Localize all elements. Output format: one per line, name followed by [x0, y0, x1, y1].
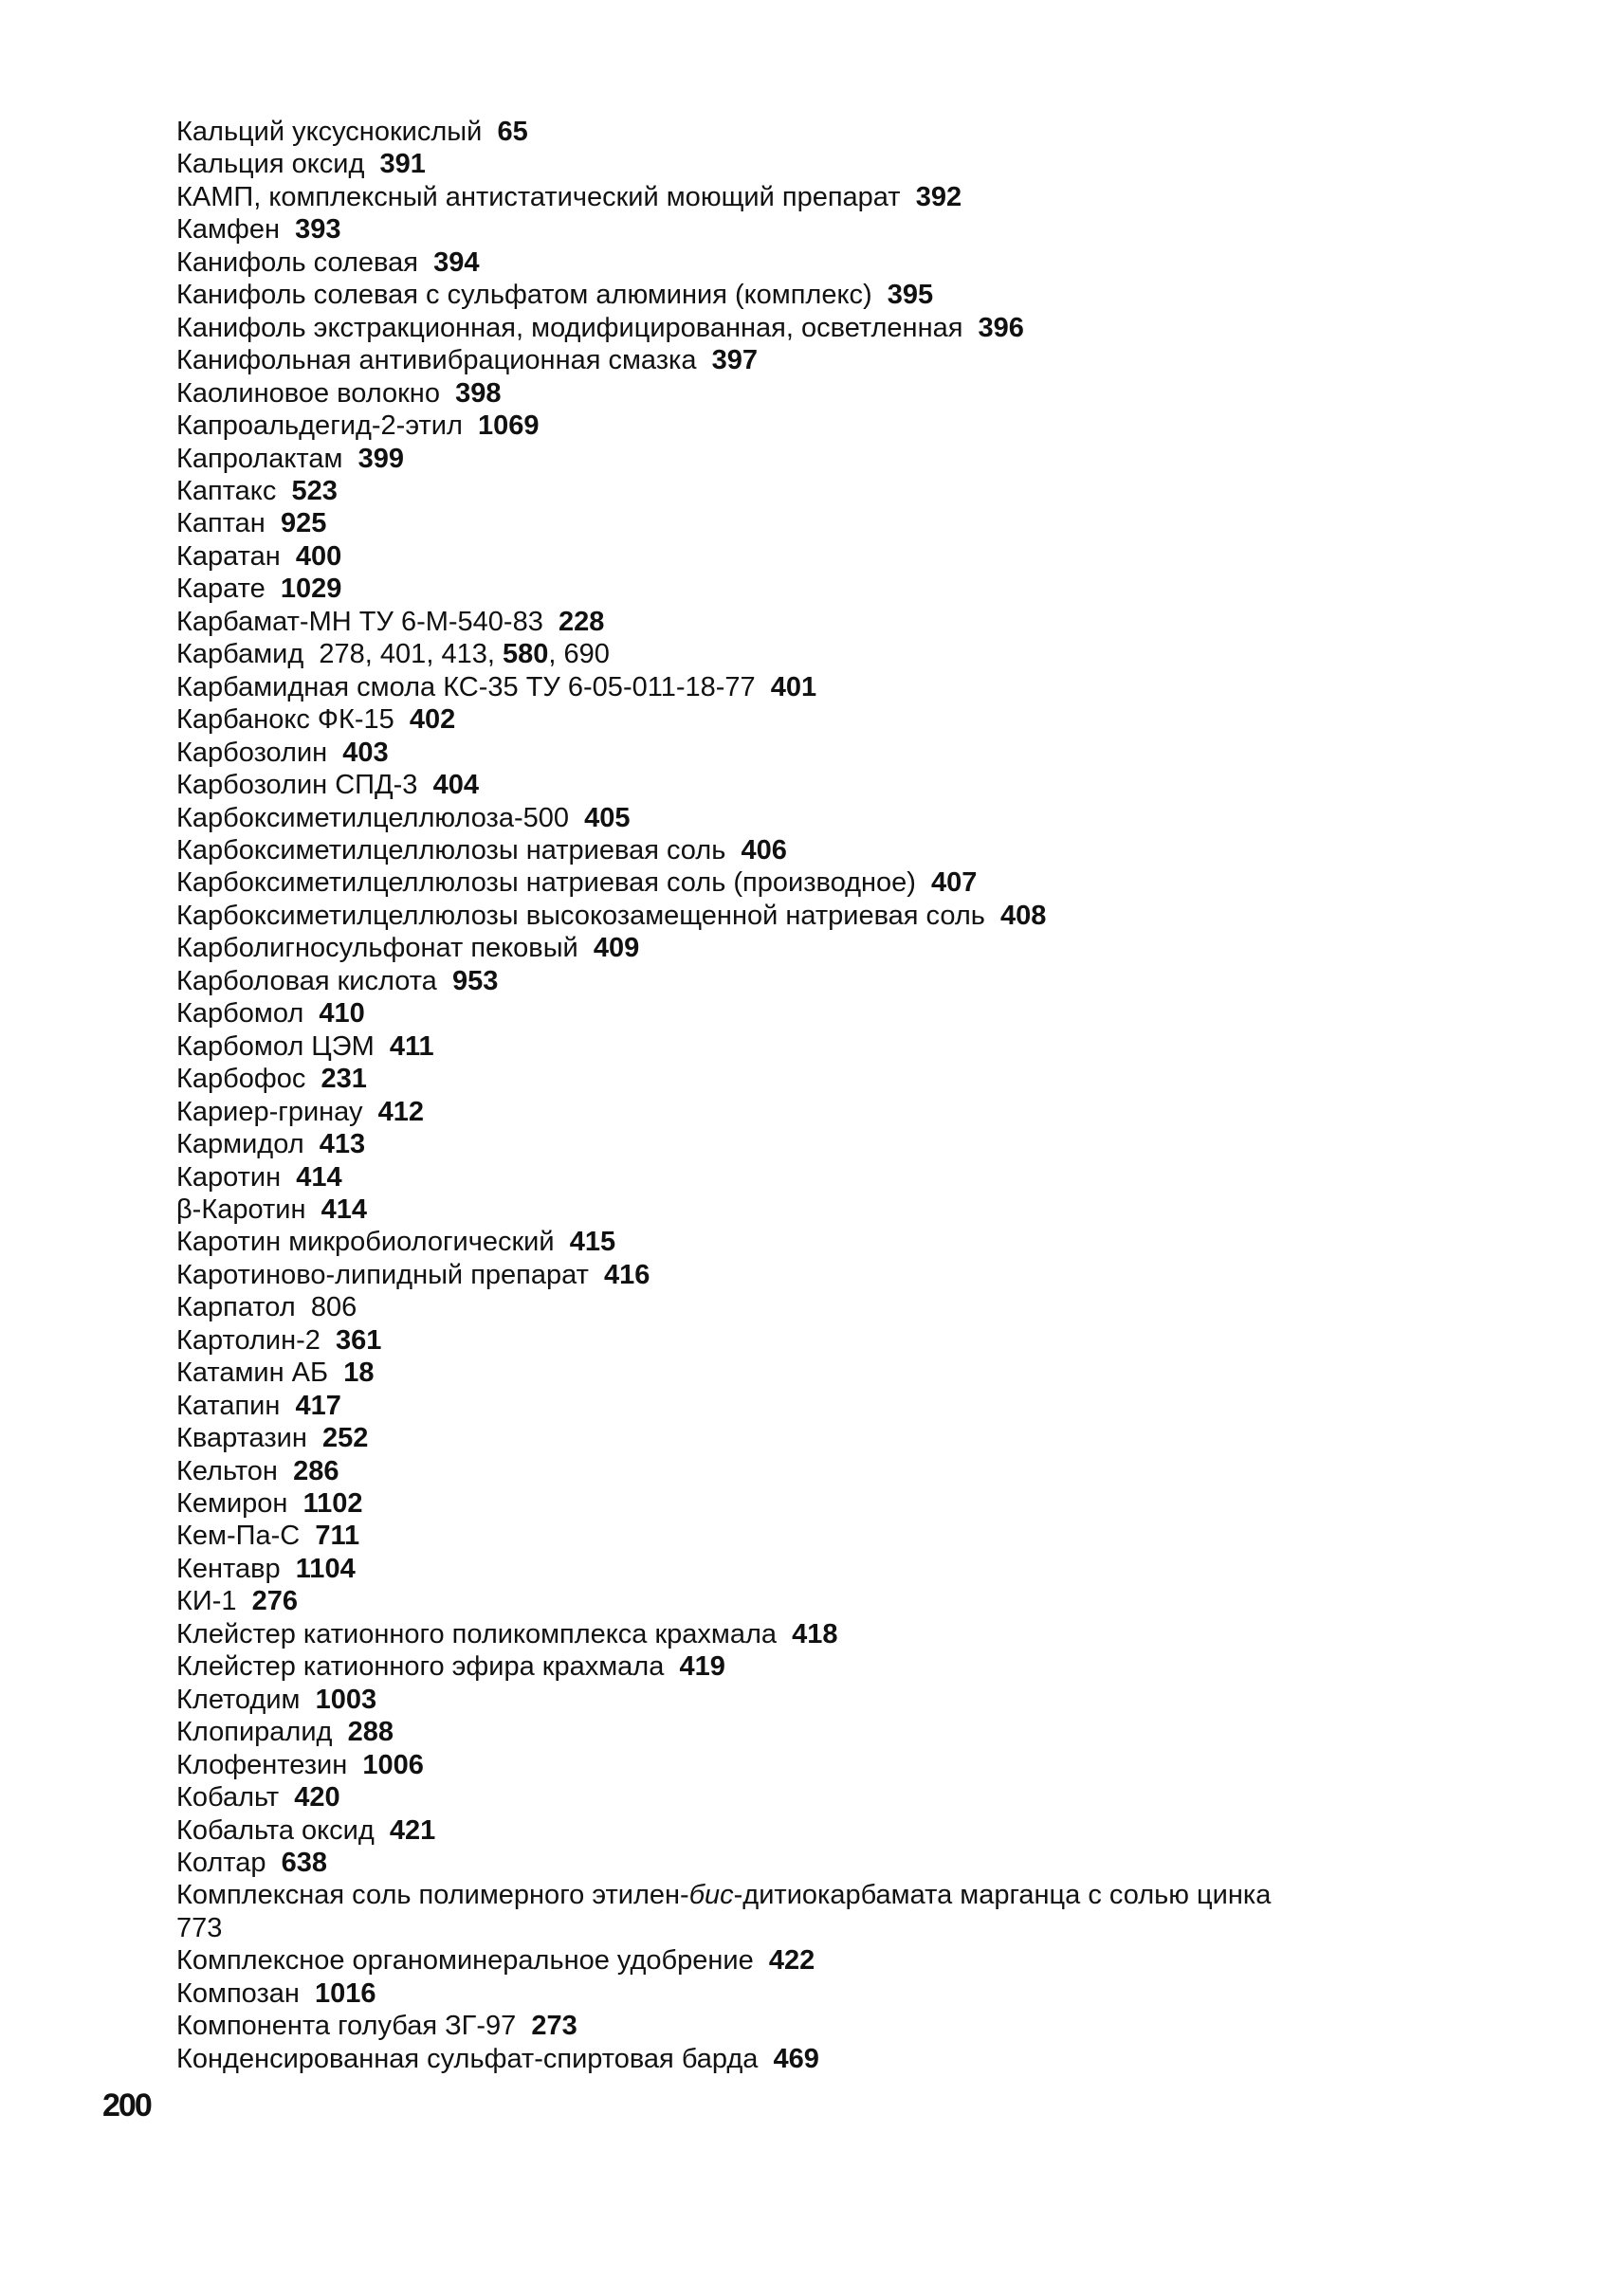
entry-term: Кем-Па-С: [176, 1521, 301, 1552]
entry-page-ref: 1102: [302, 1488, 363, 1520]
entry-page-ref: 409: [593, 933, 640, 964]
index-entry: [176, 1455, 1466, 1487]
entry-page-ref: 415: [569, 1227, 616, 1258]
page-number: 200: [102, 2087, 151, 2123]
index-entry: [176, 1553, 1466, 1585]
entry-page-ref: 397: [711, 345, 758, 376]
index-entry: [176, 769, 1466, 801]
entry-term: Квартазин: [176, 1423, 307, 1454]
entry-term: Компонента голубая ЗГ-97: [176, 2011, 517, 2042]
entry-term: Карпатол: [176, 1292, 296, 1323]
entry-page-ref: 1016: [315, 1977, 376, 2009]
entry-page-ref: 288: [347, 1717, 394, 1748]
entry-term: Клейстер катионного поликомплекса крахмала: [176, 1618, 778, 1649]
entry-term: Картолин-2: [176, 1324, 321, 1356]
entry-term: Клопиралид: [176, 1717, 333, 1748]
entry-page-ref: 394: [433, 246, 480, 278]
entry-term: Карбозолин СПД-3: [176, 770, 418, 801]
entry-page-ref: 1069: [478, 410, 540, 442]
index-entry: [176, 900, 1466, 932]
index-entry: [176, 279, 1466, 311]
entry-term: Карбомол ЦЭМ: [176, 1030, 375, 1062]
index-entry: [176, 965, 1466, 997]
index-entry: [176, 1487, 1466, 1520]
entry-term: Карбоксиметилцеллюлоза-500: [176, 802, 570, 833]
entry-term: Канифоль солевая с сульфатом алюминия (комплекс): [176, 280, 872, 311]
index-entry: [176, 606, 1466, 638]
index-entry: [176, 1390, 1466, 1422]
index-entry: [176, 1716, 1466, 1748]
entry-page-ref: 407: [931, 867, 978, 899]
entry-term: Кемирон: [176, 1488, 288, 1520]
entry-page-ref: 401: [770, 671, 817, 702]
entry-term: Капролактам: [176, 443, 343, 474]
entry-page-ref: 414: [321, 1194, 367, 1225]
entry-term: Карбоксиметилцеллюлозы высокозамещенной натриевая соль: [176, 900, 985, 931]
entry-term: Карбанокс ФК-15: [176, 704, 394, 736]
entry-page-ref: 416: [604, 1259, 650, 1290]
entry-page-ref: 806: [310, 1292, 357, 1323]
entry-page-ref: 421: [389, 1814, 436, 1846]
entry-page-ref: 1006: [362, 1749, 424, 1780]
entry-page-ref: 406: [741, 834, 787, 866]
entry-term: Клейстер катионного эфира крахмала: [176, 1651, 665, 1683]
entry-page-ref: 413: [441, 639, 487, 670]
entry-term: Кельтон: [176, 1455, 278, 1486]
index-entry: [176, 1520, 1466, 1552]
entry-term: Карбомол: [176, 998, 304, 1030]
entry-page-ref: 403: [342, 737, 389, 768]
entry-term: Карболигносульфонат пековый: [176, 933, 578, 964]
entry-page-ref: 773: [176, 1912, 223, 1943]
entry-page-ref: 412: [377, 1096, 425, 1127]
entry-term: Камфен: [176, 214, 280, 246]
entry-term: Капроальдегид-2-этил: [176, 410, 463, 442]
entry-page-ref: 410: [319, 998, 365, 1030]
entry-term: Композан: [176, 1977, 300, 2009]
index-entry: [176, 671, 1466, 703]
index-entry: [176, 1749, 1466, 1781]
index-entry: [176, 1684, 1466, 1716]
entry-term: Каротиново-липидный препарат: [176, 1259, 589, 1290]
index-entry: [176, 737, 1466, 769]
entry-term: Колтар: [176, 1848, 266, 1879]
entry-term: Карбоксиметилцеллюлозы натриевая соль: [176, 834, 726, 866]
index-entry: [176, 116, 1466, 148]
entry-term: Кальция оксид: [176, 149, 365, 180]
index-entry: [176, 997, 1466, 1030]
index-entry: [176, 703, 1466, 736]
entry-page-ref: 418: [792, 1618, 838, 1649]
index-entry: [176, 1585, 1466, 1617]
entry-term: Каптакс: [176, 475, 277, 506]
index-entry: [176, 2043, 1466, 2075]
entry-page-ref: 391: [379, 149, 426, 180]
index-entry: [176, 932, 1466, 964]
entry-term-part: Комплексная соль полимерного этилен-: [176, 1880, 689, 1911]
index-entry: Карбамид 278, 401, 413, 580, 690: [176, 639, 610, 670]
index-entry-list: [176, 116, 1466, 2075]
index-entry: [176, 1944, 1466, 1977]
index-entry: [176, 1781, 1466, 1813]
index-entry: [176, 1194, 1466, 1226]
entry-page-ref: 65: [497, 117, 528, 147]
entry-term: Каратан: [176, 540, 281, 572]
entry-page-ref: 273: [531, 2011, 577, 2042]
entry-page-ref: 404: [432, 770, 479, 801]
entry-term: Каротин микробиологический: [176, 1227, 555, 1258]
entry-page-ref: 278: [319, 639, 365, 670]
index-entry: [176, 1259, 1466, 1291]
entry-page-ref: 231: [321, 1064, 367, 1095]
entry-term: Карате: [176, 574, 266, 605]
index-entry: [176, 1030, 1466, 1063]
entry-term: Каолиновое волокно: [176, 377, 440, 409]
entry-term: β-Каротин: [176, 1194, 306, 1225]
entry-page-ref: 396: [978, 312, 1024, 343]
entry-page-ref: 395: [887, 280, 934, 311]
entry-page-ref: 414: [296, 1161, 342, 1193]
entry-term: Канифоль экстракционная, модифицированная, осветленная: [176, 312, 963, 343]
index-entry: [176, 344, 1466, 376]
entry-term: Карбоксиметилцеллюлозы натриевая соль (производное): [176, 867, 916, 899]
index-entry: [176, 410, 1466, 442]
index-entry: [176, 1879, 1276, 1944]
index-entry: [176, 2010, 1466, 2042]
entry-page-ref: 228: [558, 606, 605, 637]
entry-term: Карбамид: [176, 639, 304, 670]
index-entry: [176, 1324, 1466, 1357]
entry-page-ref: 276: [251, 1586, 299, 1617]
entry-page-ref: 580: [502, 639, 549, 670]
index-entry: [176, 1226, 1466, 1258]
index-entry: [176, 1618, 1466, 1650]
index-entry: [176, 834, 1466, 866]
entry-page-ref: 252: [322, 1423, 369, 1454]
entry-page-ref: 1029: [280, 574, 342, 605]
index-entry: [176, 1128, 1466, 1160]
entry-term: Клофентезин: [176, 1749, 348, 1780]
entry-term: Кальций уксуснокислый: [176, 117, 483, 147]
entry-page-ref: 413: [319, 1129, 366, 1160]
index-entry: [176, 802, 1466, 834]
index-entry: [176, 148, 1466, 180]
index-entry: [176, 1357, 1466, 1389]
entry-term: Каротин: [176, 1161, 282, 1193]
entry-term: Кариер-гринау: [176, 1096, 363, 1127]
index-entry: [176, 1291, 1466, 1323]
entry-term: Каптан: [176, 508, 266, 539]
entry-page-ref: 400: [295, 540, 342, 572]
entry-term: Карбофос: [176, 1064, 306, 1095]
index-entry: [176, 866, 1466, 899]
entry-term: Катапин: [176, 1390, 281, 1421]
entry-term: Карболовая кислота: [176, 965, 437, 996]
entry-term: Карбамидная смола КС-35 ТУ 6-05-011-18-77: [176, 671, 756, 702]
entry-page-ref: 392: [915, 181, 962, 212]
entry-page-ref: 18: [343, 1358, 375, 1389]
entry-term: КИ-1: [176, 1586, 237, 1617]
entry-page-ref: 523: [291, 475, 338, 506]
entry-page-ref: 401: [379, 639, 427, 670]
index-entry: [176, 573, 1466, 605]
entry-term: Канифоль солевая: [176, 246, 418, 278]
entry-page-ref: 405: [584, 802, 631, 833]
index-entry: [176, 1422, 1466, 1454]
index-entry: [176, 475, 1466, 507]
entry-page-ref: 411: [389, 1030, 434, 1062]
index-entry: [176, 246, 1466, 279]
index-entry: [176, 312, 1466, 344]
index-entry: [176, 1977, 1466, 2010]
entry-page-ref: 422: [768, 1945, 815, 1977]
index-entry: [176, 1814, 1466, 1847]
entry-page-ref: 417: [295, 1390, 341, 1421]
entry-page-ref: 402: [409, 704, 456, 736]
entry-term-italic: бис: [688, 1880, 734, 1911]
index-entry: [176, 181, 1466, 213]
index-entry: [176, 1096, 1466, 1128]
entry-page-ref: 953: [451, 965, 499, 996]
entry-page-ref: 286: [293, 1455, 339, 1486]
entry-term: Кобальта оксид: [176, 1814, 375, 1846]
entry-term: Кентавр: [176, 1553, 281, 1584]
index-entry: [176, 1161, 1466, 1194]
entry-page-ref: 420: [294, 1782, 340, 1813]
entry-term: Карбозолин: [176, 737, 328, 768]
index-entry: [176, 1063, 1466, 1095]
index-entry: [176, 507, 1466, 539]
index-entry: [176, 443, 1466, 475]
entry-term: Кармидол: [176, 1129, 304, 1160]
entry-term: Комплексное органоминеральное удобрение: [176, 1945, 754, 1977]
entry-page-ref: 469: [773, 2043, 819, 2074]
entry-page-ref: 711: [315, 1521, 360, 1552]
index-entry: [176, 377, 1466, 410]
index-entry: [176, 1847, 1466, 1879]
entry-page-ref: 361: [336, 1324, 382, 1356]
entry-term-part: -дитиокарбамата марганца с солью цинка: [733, 1880, 1272, 1911]
entry-term: Кобальт: [176, 1782, 280, 1813]
entry-page-ref: 419: [679, 1651, 725, 1683]
entry-page-ref: 1003: [315, 1684, 377, 1715]
entry-page-ref: 638: [281, 1848, 328, 1879]
entry-term: Карбамат-МН ТУ 6-М-540-83: [176, 606, 543, 637]
index-entry: [176, 213, 1466, 246]
entry-term: Конденсированная сульфат-спиртовая барда: [176, 2043, 759, 2074]
entry-page-ref: 1104: [295, 1553, 356, 1584]
entry-page-ref: 925: [280, 508, 327, 539]
entry-page-ref: 398: [455, 377, 502, 409]
entry-page-ref: 690: [563, 639, 610, 670]
index-entry: [176, 540, 1466, 573]
index-entry: [176, 1650, 1466, 1683]
entry-page-ref: 393: [295, 214, 341, 246]
entry-term: Канифольная антивибрационная смазка: [176, 345, 697, 376]
entry-term: Клетодим: [176, 1684, 301, 1715]
entry-page-ref: 399: [357, 443, 404, 474]
entry-term: Катамин АБ: [176, 1358, 329, 1389]
entry-page-ref: 408: [1000, 900, 1047, 931]
entry-term: КАМП, комплексный антистатический моющий препарат: [176, 181, 901, 212]
